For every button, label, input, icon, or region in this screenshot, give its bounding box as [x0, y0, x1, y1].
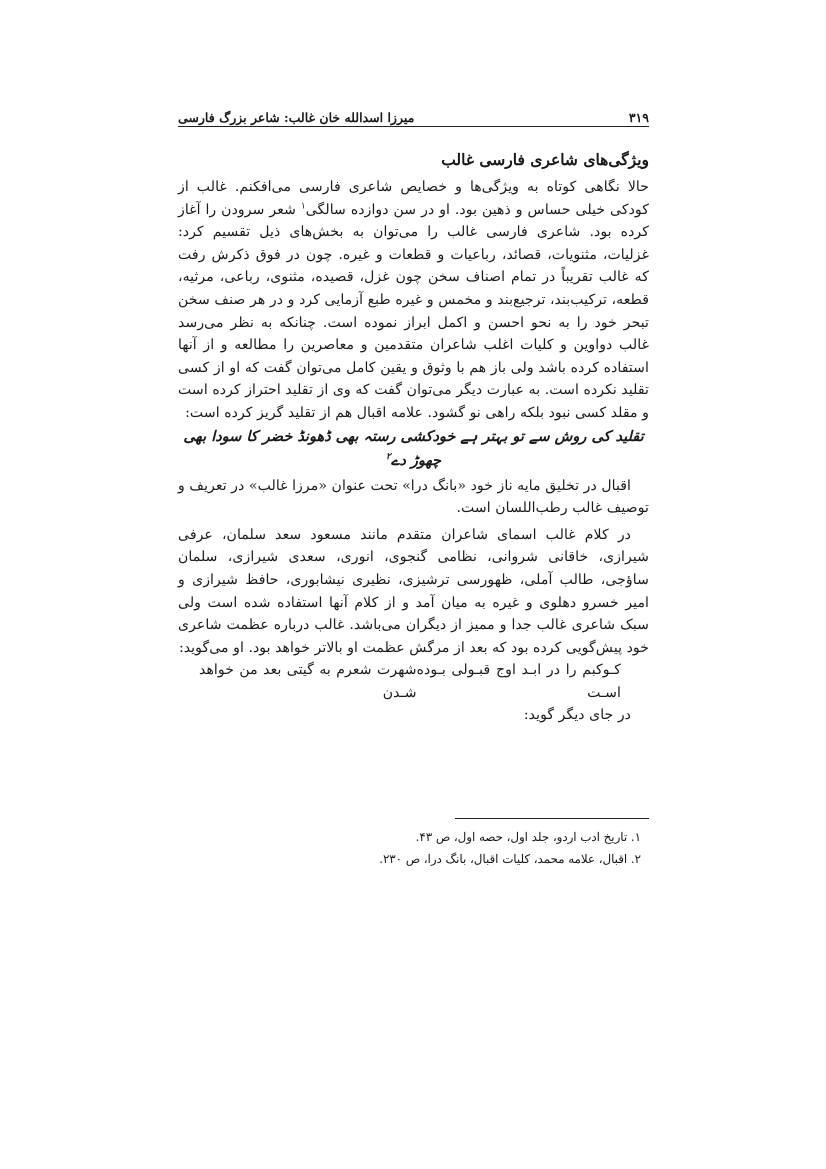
- running-header: [178, 103, 649, 125]
- footnote-1: ۱. تاریخ ادب اردو، جلد اول، حصه اول، ص ۴۳.: [415, 830, 641, 844]
- footnote-2: ۲. اقبال، علامه محمد، کلیات اقبال، بانگ درا، ص ۲۳۰.: [379, 852, 641, 866]
- verse-first-hemistich: کـوکبم را در ابـد اوج قبـولی بـوده اسـت: [416, 662, 621, 701]
- urdu-verse: [178, 425, 649, 473]
- verse-second-hemistich: شهرت شعرم به گیتی بعد من خواهد شـدن: [199, 662, 417, 701]
- paragraph-intro: [178, 176, 649, 425]
- footnote-ref-2: ۲: [386, 451, 391, 462]
- closing-line: در جای دیگر گوید:: [523, 707, 631, 724]
- paragraph-intro-part2: شعر سرودن را آغاز کرده بود. شاعری فارسی غالب را می‌توان به بخش‌های ذیل تقسیم کرد: غزلیات، مثنویات، قصائد، رباعیات و قطعات و غیره. چون در فوق ذکرش رفت که غالب تقریباً در تمام اصناف سخن چون غزل، قصیده، مثنوی، رباعی، مرثیه، قطعه، ترکیب‌بند، ترجیع‌بند و مخمس و غیره طبع آزمایی کرد و در هر صنف سخن تبحر خود را به نحو احسن و اکمل ابراز نموده است. چنانکه به نظر می‌رسد غالب دواوین و کلیات اغلب شاعران متقدمین و معاصرین را مطالعه و از آنها استفاده کرده باشد ولی باز هم با وثوق و یقین کامل می‌توان گفت که او از کسی تقلید نکرده است. به عبارت دیگر می‌توان گفت که وی از تقلید احتراز کرده است و مقلد کسی نبود بلکه راهی نو گشود. علامه اقبال هم از تقلید گریز کرده است:: [178, 201, 649, 421]
- footnote-ref-1: ۱: [300, 200, 306, 211]
- urdu-verse-text: تقلید کی روش سے تو بہتر ہے خودکشی رستہ بھی ڈھونڈ خضر کا سودا بھی چھوڑ دے: [183, 427, 644, 469]
- paragraph-poets: در کلام غالب اسمای شاعران متقدم مانند مسعود سعد سلمان، عرفی شیرازی، خاقانی شروانی، نظامی گنجوی، انوری، سعدی شیرازی، سلمان ساؤجی، طالب آملی، ظهورسی ترشیزی، نظیری نیشابوری، حافظ شیرازی و امیر خسرو دهلوی و غیره به میان آمد و از کلام آنها استفاده شده است ولی سبک شاعری غالب جدا و ممیز از دیگران می‌باشد. غالب درباره عظمت شاعری خود پیش‌گویی کرده بود که بعد از مرگش عظمت او بالاتر خواهد بود. او می‌گوید:: [178, 526, 649, 656]
- persian-verse: [199, 659, 639, 704]
- footnotes: [178, 826, 649, 870]
- footnote-rule: [455, 818, 649, 819]
- main-text: [178, 148, 649, 727]
- page-number: ۳۱۹: [628, 110, 649, 125]
- paragraph-iqbal: اقبال در تخلیق مایه ناز خود «بانگ درا» تحت عنوان «مرزا غالب» در تعریف و توصیف غالب رطب‌اللسان است.: [178, 477, 649, 517]
- paragraph-intro-part1: حالا نگاهی کوتاه به ویژگی‌ها و خصایص شاعری فارسی می‌افکنم. غالب از کودکی خیلی حساس و ذهین بود. او در سن دوازده سالگی: [178, 179, 649, 218]
- running-title: میرزا اسدالله خان غالب: شاعر بزرگ فارسی: [178, 110, 415, 125]
- section-title: ویژگی‌های شاعری فارسی غالب: [441, 150, 649, 169]
- header-rule: [178, 126, 649, 127]
